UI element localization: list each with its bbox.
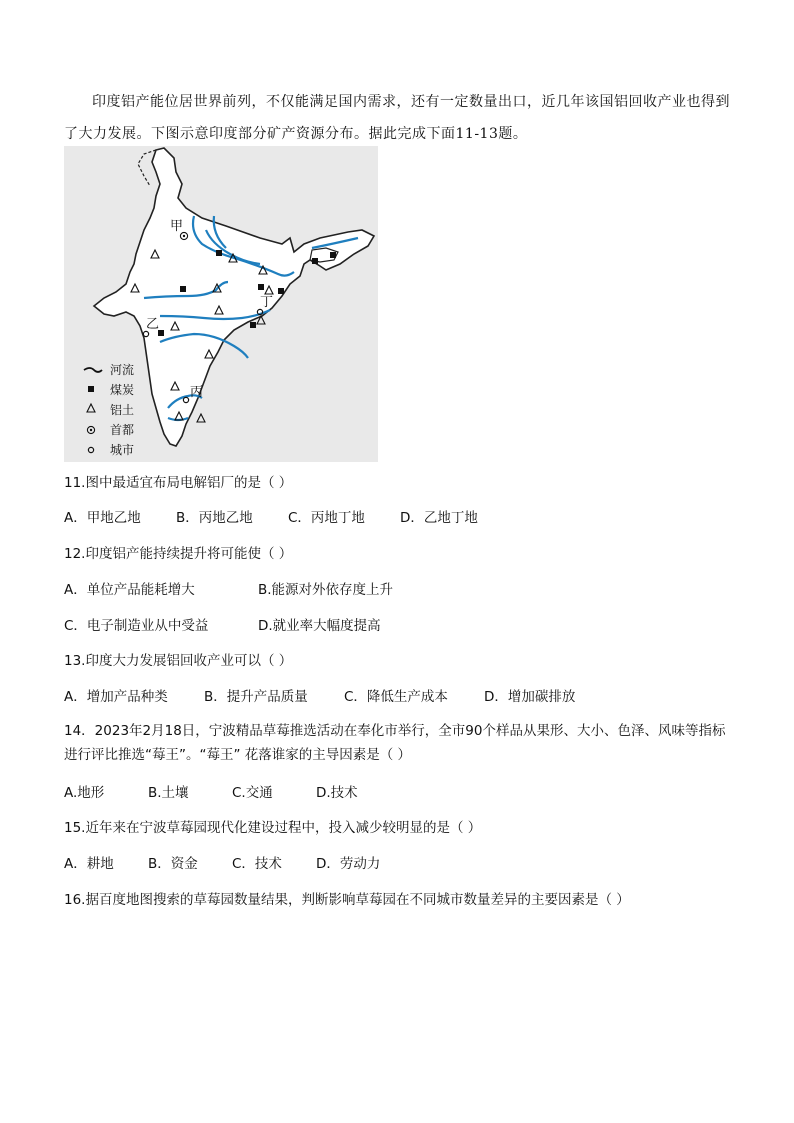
option-d[interactable]: D．乙地丁地 [400, 510, 478, 526]
india-mineral-map [64, 146, 378, 462]
option-b[interactable]: B．资金 [148, 856, 198, 872]
question-14-stem: 14．2023年2月18日，宁波精品草莓推选活动在奉化市举行，全市90个样品从果形、大小、色泽、风味等指标进行评比推选“莓王”。“莓王” 花落谁家的主导因素是（ ） [64, 723, 726, 763]
legend-capital: 首都 [110, 423, 135, 437]
legend-bauxite: 铝土 [110, 403, 135, 417]
option-c[interactable]: C．降低生产成本 [344, 689, 448, 705]
option-a[interactable]: A．耕地 [64, 856, 114, 872]
option-b[interactable]: B．提升产品质量 [204, 689, 308, 705]
label-bing: 丙 [190, 385, 204, 400]
question-11-stem: 11.图中最适宜布局电解铝厂的是（ ） [64, 475, 293, 491]
question-13-options [64, 688, 575, 706]
option-b[interactable]: B．丙地乙地 [176, 510, 253, 526]
question-11-options [64, 509, 478, 527]
label-jia: 甲 [170, 219, 184, 234]
option-d[interactable]: D.技术 [316, 785, 358, 801]
option-a[interactable]: A．单位产品能耗增大 [64, 582, 195, 598]
option-c[interactable]: C．电子制造业从中受益 [64, 618, 209, 634]
option-a[interactable]: A．甲地乙地 [64, 510, 141, 526]
question-12-options-row1 [64, 581, 393, 599]
option-a[interactable]: A.地形 [64, 785, 105, 801]
option-d[interactable]: D．劳动力 [316, 856, 381, 872]
label-yi: 乙 [146, 317, 160, 332]
legend-coal: 煤炭 [110, 383, 135, 397]
legend-city: 城市 [110, 443, 135, 457]
option-d[interactable]: D.就业率大幅度提高 [258, 618, 381, 634]
option-c[interactable]: C.交通 [232, 785, 273, 801]
intro-paragraph: 印度铝产能位居世界前列，不仅能满足国内需求，还有一定数量出口，近几年该国铝回收产业也得到了大力发展。下图示意印度部分矿产资源分布。据此完成下面11-13题。 [64, 94, 730, 142]
option-d[interactable]: D．增加碳排放 [484, 689, 576, 705]
question-12-options-row2 [64, 617, 381, 635]
question-16-stem: 16.据百度地图搜索的草莓园数量结果，判断影响草莓园在不同城市数量差异的主要因素是（ ） [64, 892, 630, 908]
question-13-stem: 13.印度大力发展铝回收产业可以（ ） [64, 653, 293, 669]
coal-icon [88, 386, 94, 392]
question-15-options [64, 855, 380, 873]
option-a[interactable]: A．增加产品种类 [64, 689, 168, 705]
option-b[interactable]: B.能源对外依存度上升 [258, 582, 394, 598]
question-12-stem: 12.印度铝产能持续提升将可能使（ ） [64, 546, 293, 562]
option-c[interactable]: C．丙地丁地 [288, 510, 365, 526]
label-ding: 丁 [260, 295, 274, 310]
question-15-stem: 15.近年来在宁波草莓园现代化建设过程中，投入减少较明显的是（ ） [64, 820, 482, 836]
legend-river: 河流 [110, 363, 135, 377]
option-b[interactable]: B.土壤 [148, 785, 189, 801]
option-c[interactable]: C．技术 [232, 856, 282, 872]
question-14-options [64, 784, 358, 802]
